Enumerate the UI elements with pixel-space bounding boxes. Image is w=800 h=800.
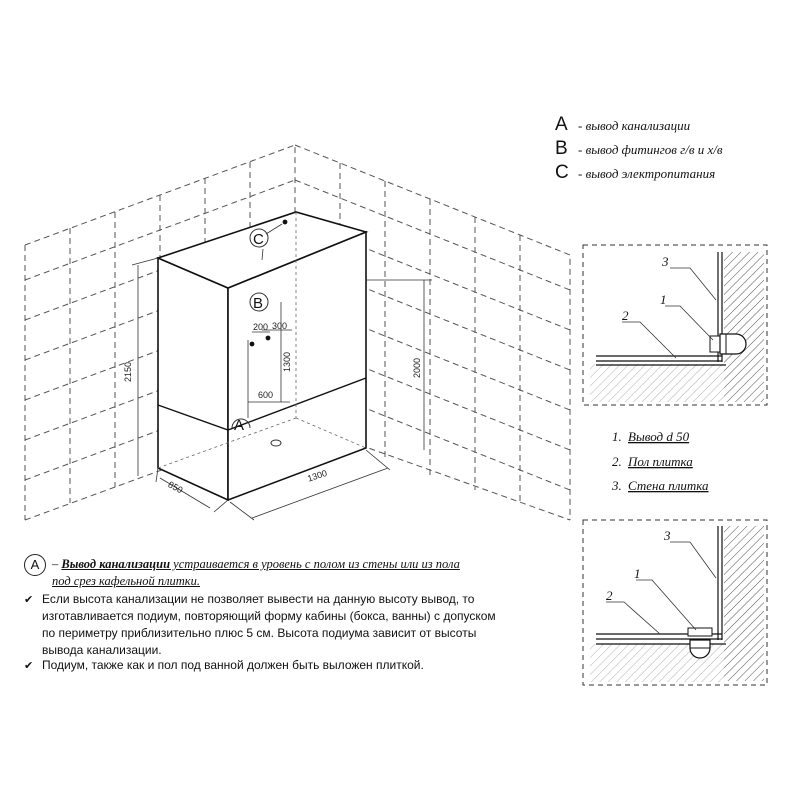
dim-2150: 2150 — [123, 361, 133, 382]
detail2-label-3: 3 — [664, 528, 671, 543]
legend-letter-b: B — [555, 138, 568, 159]
marker-b: B — [253, 295, 264, 312]
dim-200: 200 — [253, 322, 269, 332]
dim-1300-width: 1300 — [306, 467, 329, 484]
detail-wall-outlet — [583, 245, 767, 405]
check-icon-2: ✔ — [24, 660, 34, 672]
detail1-label-2: 2 — [622, 308, 629, 323]
dim-300: 300 — [272, 321, 288, 331]
check-icon-1: ✔ — [24, 594, 34, 606]
note-text-line2: под срез кафельной плитки. — [52, 574, 201, 588]
detail-legend-list — [611, 429, 709, 493]
note-bullet-2: Подиум, также как и пол под ванной должен быть выложен плиткой. — [42, 658, 424, 672]
dim-1300-height: 1300 — [282, 351, 292, 372]
legend-text-a: - вывод канализации — [578, 118, 691, 133]
detail1-label-3: 3 — [662, 254, 669, 269]
list-num-1: 1. — [612, 429, 622, 444]
note-text-line1: устраивается в уровень с полом из стены или из пола — [170, 557, 460, 571]
legend-text-b: - вывод фитингов г/в и х/в — [578, 142, 723, 157]
note-title: Вывод канализации — [61, 557, 171, 571]
marker-c: C — [253, 231, 264, 248]
list-text-3: Стена плитка — [628, 478, 709, 493]
shower-cabin — [158, 212, 366, 500]
detail1-label-1: 1 — [660, 292, 667, 307]
detail2-label-2: 2 — [606, 588, 613, 603]
legend-letter-a: A — [555, 114, 568, 135]
legend — [555, 114, 723, 183]
note-bullet-1: Если высота канализации не позволяет вывести на данную высоту вывод, то изготавливается подиум, повторяющий форму кабины (бокса, ванны) с допуском по периметру приблизительно плюс 5 см. Высота подиума зависит от высоты вывода канализации. — [42, 592, 496, 657]
legend-text-c: - вывод электропитания — [578, 166, 716, 181]
list-text-2: Пол плитка — [628, 454, 693, 469]
list-text-1: Вывод d 50 — [628, 429, 690, 444]
dim-600: 600 — [258, 390, 274, 400]
list-num-2: 2. — [612, 454, 622, 469]
list-num-3: 3. — [612, 478, 622, 493]
legend-letter-c: C — [555, 162, 569, 183]
note-badge-a: A — [24, 554, 46, 576]
dim-850: 850 — [166, 479, 185, 496]
detail2-label-1: 1 — [634, 566, 641, 581]
note-dash: – — [52, 557, 59, 571]
marker-a: A — [234, 417, 245, 434]
note-heading — [52, 556, 552, 590]
dim-2000: 2000 — [412, 357, 422, 378]
